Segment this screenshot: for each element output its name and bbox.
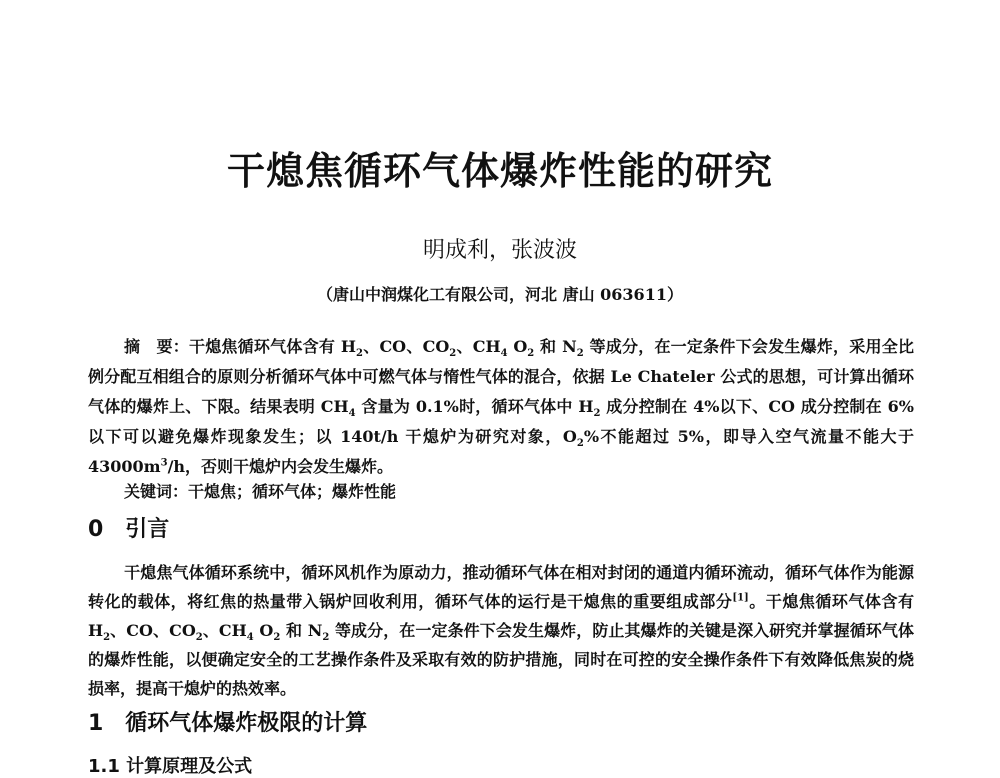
- authors: 明成利，张波波: [422, 238, 577, 263]
- subscript: 2: [576, 348, 584, 360]
- body-text: 干熄焦气体循环系统中，循环风机作为原动力，推动循环气体在相对封闭的通道内循环流动，循环气体作为能源转化的载体，将红焦的热量带入锅炉回收利用，循环气体的运行是干熄焦的重要组成部分: [88, 563, 914, 611]
- keywords: [124, 479, 396, 502]
- subscript: 2: [593, 408, 601, 420]
- affiliation: （唐山中润煤化工有限公司，河北 唐山 063611）: [317, 285, 683, 304]
- citation-link[interactable]: [1]: [732, 592, 749, 604]
- subscript: 2: [527, 348, 535, 360]
- intro-paragraph: [88, 558, 914, 703]
- abstract-text: 、CH: [456, 337, 501, 356]
- body-text: 。干熄焦循环气体含有 H: [88, 592, 914, 640]
- abstract-text: %不能超过 5%，即导入空气流量不能大于 43000m: [88, 427, 914, 476]
- subscript: 4: [246, 632, 254, 644]
- subscript: 2: [449, 348, 457, 360]
- body-text: 等成分，在一定条件下会发生爆炸，防止其爆炸的关键是深入研究并掌握循环气体的爆炸性能，以便确定安全的工艺操作条件及采取有效的防护措施，同时在可控的安全操作条件下有效降低焦炭的烧损率，提高干熄炉的热效率。: [88, 621, 914, 698]
- section-heading-1: 1 循环气体爆炸极限的计算: [88, 711, 368, 736]
- body-text: O: [253, 621, 274, 640]
- abstract-text: /h，否则干熄炉内会发生爆炸。: [167, 457, 394, 476]
- superscript: 3: [160, 457, 168, 469]
- subscript: 2: [322, 632, 330, 644]
- subscript: 4: [500, 348, 508, 360]
- abstract-text: 等成分，在一定条件下会发生爆炸，采用全比例分配互相组合的原则分析循环气体中可燃气体与惰性气体的混合，依据 Le Chateler 公式的思想，可计算出循环气体的爆炸上、下限。结果表明 CH: [88, 337, 914, 416]
- subsection-heading-1-1: 1.1 计算原理及公式: [88, 756, 253, 777]
- subscript: 2: [195, 632, 203, 644]
- abstract-text: 和 N: [534, 337, 577, 356]
- abstract-label: 摘 要：: [124, 337, 189, 356]
- subscript: 2: [576, 438, 584, 450]
- abstract-text: 含量为 0.1%时，循环气体中 H: [355, 397, 594, 416]
- abstract: [88, 332, 914, 482]
- paper-title: 干熄焦循环气体爆炸性能的研究: [226, 149, 773, 193]
- subscript: 2: [273, 632, 281, 644]
- subscript: 2: [356, 348, 363, 360]
- abstract-text: 干熄焦循环气体含有 H: [188, 337, 356, 356]
- keywords-label: 关键词：: [124, 482, 189, 501]
- subscript: 4: [348, 408, 356, 420]
- abstract-text: 成分控制在 4%以下、CO 成分控制在 6%以下可以避免爆炸现象发生；以 140t/h 干熄炉为研究对象，O: [88, 397, 914, 446]
- body-text: 、CO、CO: [110, 621, 196, 640]
- subscript: 2: [103, 632, 111, 644]
- body-text: 、CH: [202, 621, 247, 640]
- abstract-text: 、CO、CO: [362, 337, 450, 356]
- abstract-text: O: [507, 337, 528, 356]
- body-text: 和 N: [280, 621, 323, 640]
- keywords-text: 干熄焦；循环气体；爆炸性能: [188, 482, 397, 501]
- section-heading-intro: 0 引言: [88, 517, 170, 542]
